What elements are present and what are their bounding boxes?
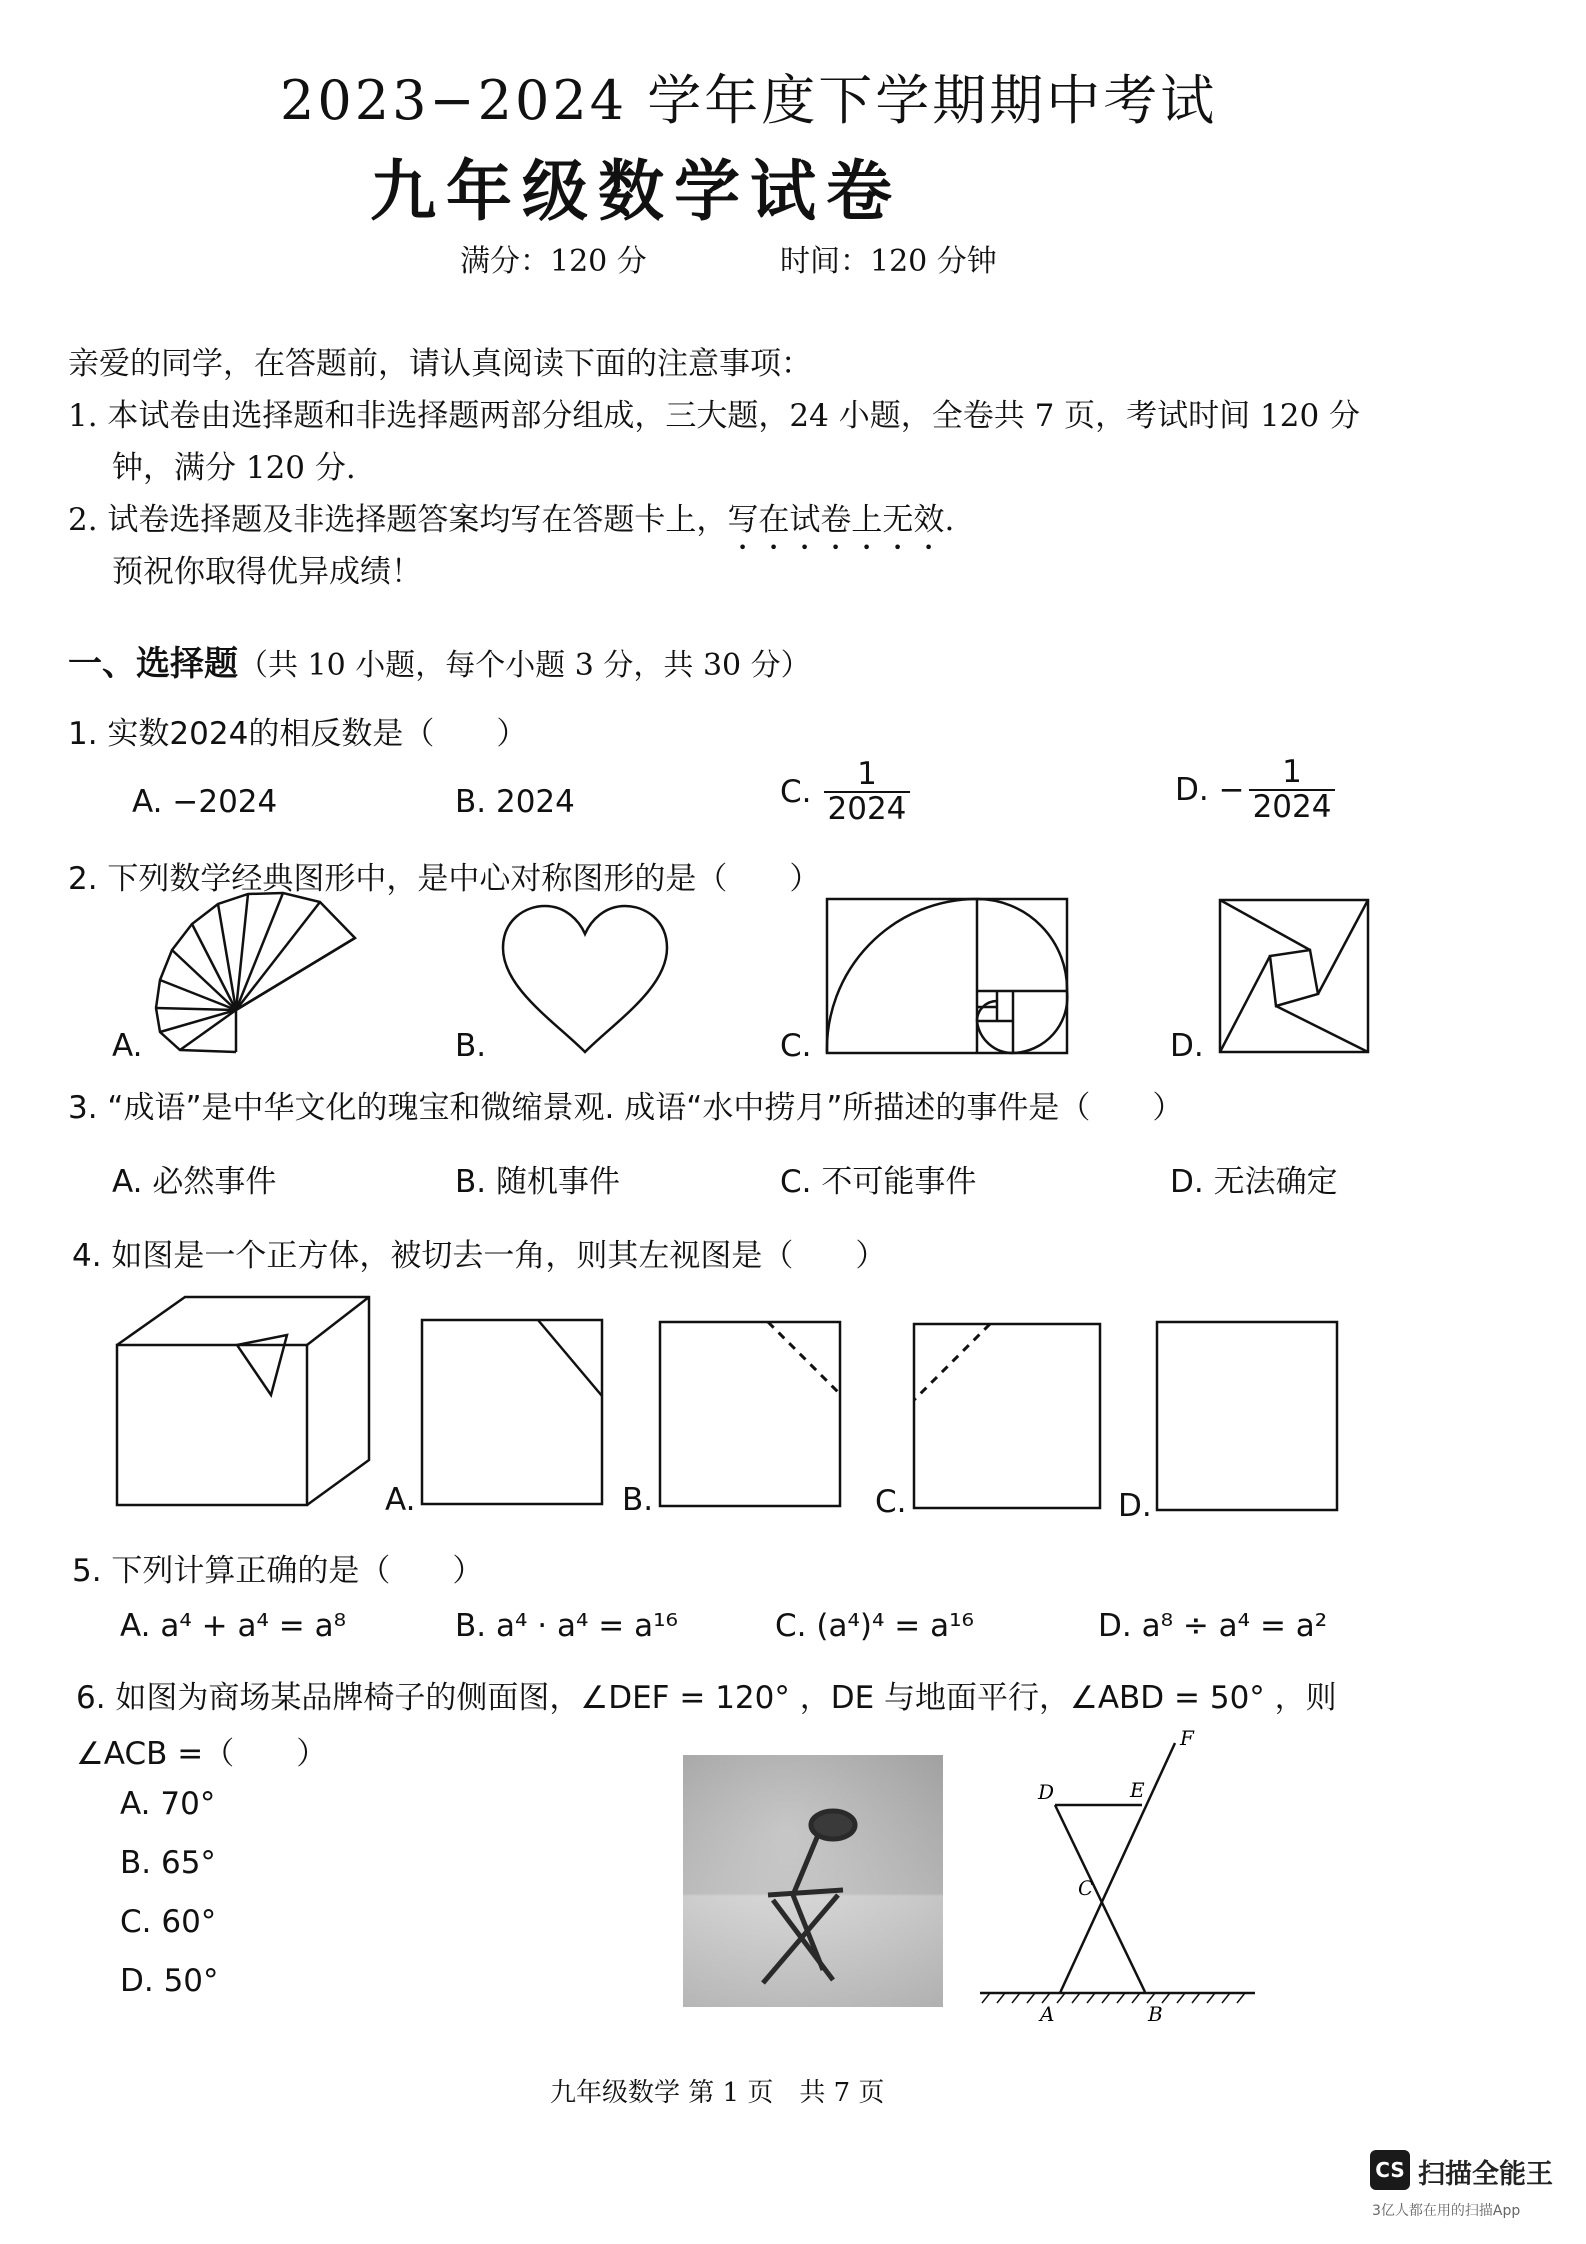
q6-chair-photo: [683, 1755, 943, 2007]
q2-figure-c-spiral: [825, 897, 1070, 1057]
q2-stem: 2. 下列数学经典图形中，是中心对称图形的是（ ）: [68, 861, 821, 897]
q1-c-denominator: 2024: [824, 791, 911, 826]
full-score: 满分：120 分: [460, 244, 647, 279]
q4-option-d: D.: [1118, 1488, 1152, 1524]
q4-option-b-figure: [658, 1320, 843, 1510]
q1-option-b: B. 2024: [455, 784, 575, 820]
q4-option-c-figure: [912, 1322, 1102, 1512]
notice-greeting: 亲爱的同学，在答题前，请认真阅读下面的注意事项：: [68, 346, 812, 382]
q1-stem: 1. 实数2024的相反数是（ ）: [68, 716, 528, 752]
q6-option-c: C. 60°: [120, 1904, 217, 1940]
q4-option-d-figure: [1155, 1320, 1340, 1510]
q4-option-c: C.: [875, 1484, 907, 1520]
q6-chair-silhouette: [683, 1755, 943, 2007]
q2-option-b: B.: [455, 1028, 487, 1064]
label-c: C: [1078, 1876, 1094, 1900]
q1-option-d-fraction: [1249, 756, 1336, 823]
label-b: B: [1148, 2002, 1163, 2026]
q1-option-c: [780, 758, 910, 825]
q1-option-d-label: D. −: [1175, 771, 1245, 808]
page-footer: 九年级数学 第 1 页 共 7 页: [550, 2078, 885, 2108]
q1-d-denominator: 2024: [1249, 789, 1336, 824]
scanner-logo: CS: [1370, 2150, 1410, 2190]
section-1-title: 一、选择题: [68, 644, 238, 684]
scanner-tagline: 3亿人都在用的扫描App: [1372, 2203, 1521, 2219]
q2-figure-a-fan: [150, 890, 370, 1060]
scanner-name: 扫描全能王: [1418, 2159, 1553, 2190]
q2-figure-b-heart: [495, 900, 675, 1060]
notice-item-2-emphasis: 写在试卷上无效: [727, 502, 945, 538]
exam-title: 2023−2024 学年度下学期期中考试: [280, 69, 1218, 132]
q1-c-numerator: 1: [857, 756, 877, 792]
section-1-heading: [68, 636, 811, 685]
q4-stem: 4. 如图是一个正方体，被切去一角，则其左视图是（ ）: [72, 1238, 887, 1274]
q3-option-b: B. 随机事件: [455, 1164, 620, 1200]
q6-option-d: D. 50°: [120, 1963, 219, 1999]
q5-option-d: D. a⁸ ÷ a⁴ = a²: [1098, 1608, 1328, 1644]
q5-option-a: A. a⁴ + a⁴ = a⁸: [120, 1608, 347, 1644]
q2-option-d: D.: [1170, 1028, 1204, 1064]
notice-item-1: 1. 本试卷由选择题和非选择题两部分组成，三大题，24 小题，全卷共 7 页，考试时间 120 分: [68, 398, 1361, 434]
q1-option-d: [1175, 756, 1335, 823]
exam-time: 时间：120 分钟: [780, 244, 997, 279]
notice-item-2-prefix: 2. 试卷选择题及非选择题答案均写在答题卡上，: [68, 502, 728, 538]
q2-option-a: A.: [112, 1028, 143, 1064]
q2-option-c: C.: [780, 1028, 812, 1064]
label-e: E: [1130, 1778, 1145, 1802]
q1-option-c-fraction: [824, 758, 911, 825]
label-d: D: [1038, 1780, 1055, 1804]
exam-subtitle: 九年级数学试卷: [370, 153, 902, 230]
q3-option-d: D. 无法确定: [1170, 1164, 1338, 1200]
q5-stem: 5. 下列计算正确的是（ ）: [72, 1553, 484, 1589]
q3-stem: 3. “成语”是中华文化的瑰宝和微缩景观. 成语“水中捞月”所描述的事件是（ ）: [68, 1090, 1184, 1126]
notice-item-2-suffix: .: [944, 502, 955, 538]
q5-option-b: B. a⁴ · a⁴ = a¹⁶: [455, 1608, 678, 1644]
q5-option-c: C. (a⁴)⁴ = a¹⁶: [775, 1608, 974, 1644]
notice-wish: 预祝你取得优异成绩！: [112, 554, 422, 590]
q1-d-numerator: 1: [1282, 754, 1302, 790]
q3-option-c: C. 不可能事件: [780, 1164, 977, 1200]
q1-option-a: A. −2024: [132, 784, 278, 820]
q3-option-a: A. 必然事件: [112, 1164, 277, 1200]
q1-option-c-label: C.: [780, 773, 812, 810]
scanner-watermark: [1370, 2150, 1570, 2230]
q4-figure-cut-cube: [115, 1295, 375, 1510]
q6-option-a: A. 70°: [120, 1786, 216, 1822]
q6-stem-cont: ∠ACB =（ ）: [76, 1736, 328, 1772]
q6-option-b: B. 65°: [120, 1845, 216, 1881]
q4-option-a-figure: [420, 1318, 605, 1508]
section-1-info: （共 10 小题，每个小题 3 分，共 30 分）: [238, 648, 811, 683]
q4-option-b: B.: [622, 1482, 654, 1518]
q6-stem: 6. 如图为商场某品牌椅子的侧面图，∠DEF = 120° ，DE 与地面平行，∠ABD = 50° ，则: [76, 1680, 1337, 1716]
notice-item-1-cont: 钟，满分 120 分.: [112, 450, 356, 486]
label-a: A: [1040, 2002, 1055, 2026]
q2-figure-d-pinwheel: [1218, 898, 1372, 1056]
q6-geometry-diagram: [980, 1726, 1260, 2030]
q4-option-a: A.: [385, 1482, 416, 1518]
label-f: F: [1180, 1726, 1194, 1750]
